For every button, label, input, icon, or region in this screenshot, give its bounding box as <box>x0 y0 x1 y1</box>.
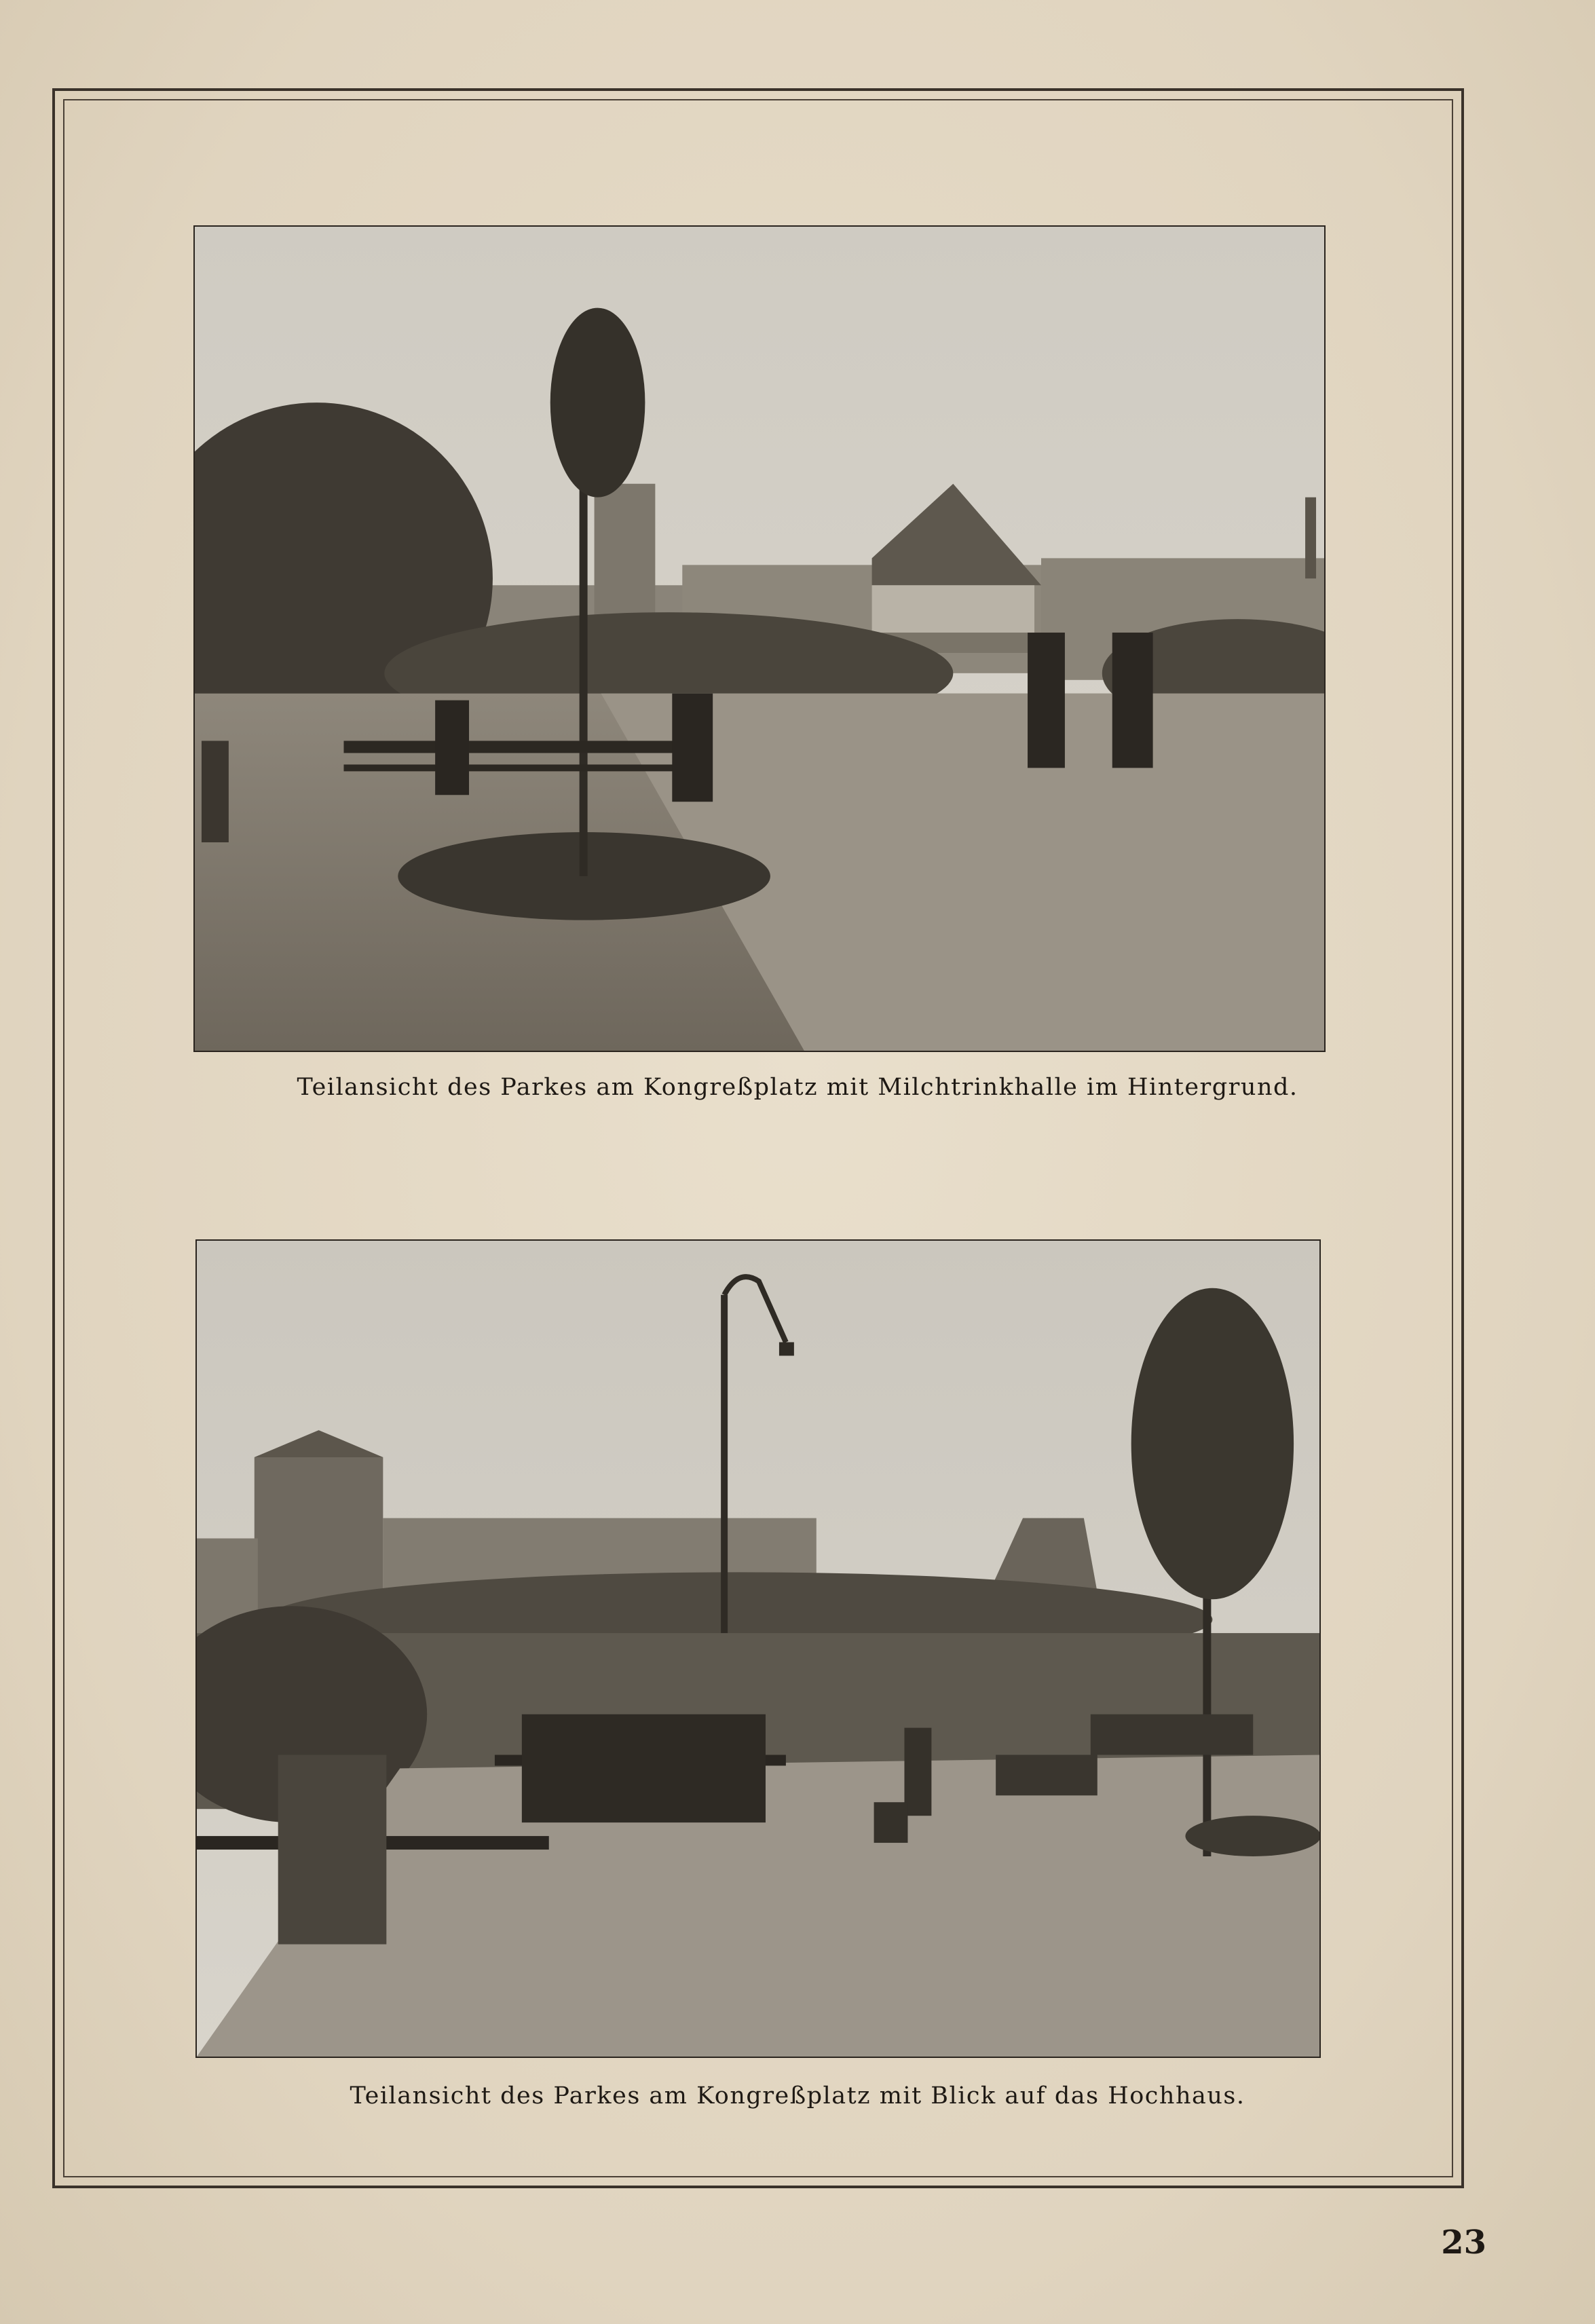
photo-park-milk-pavilion-image <box>195 227 1324 1051</box>
page-number: 23 <box>1441 2224 1486 2262</box>
photo-park-milk-pavilion <box>193 225 1326 1052</box>
photo-park-high-rise-image <box>197 1241 1319 2057</box>
photo-park-high-rise <box>195 1239 1321 2058</box>
photo-caption-1: Teilansicht des Parkes am Kongreßplatz mit Milchtrinkhalle im Hintergrund. <box>297 1074 1298 1101</box>
photo-caption-2: Teilansicht des Parkes am Kongreßplatz mit Blick auf das Hochhaus. <box>350 2082 1245 2110</box>
